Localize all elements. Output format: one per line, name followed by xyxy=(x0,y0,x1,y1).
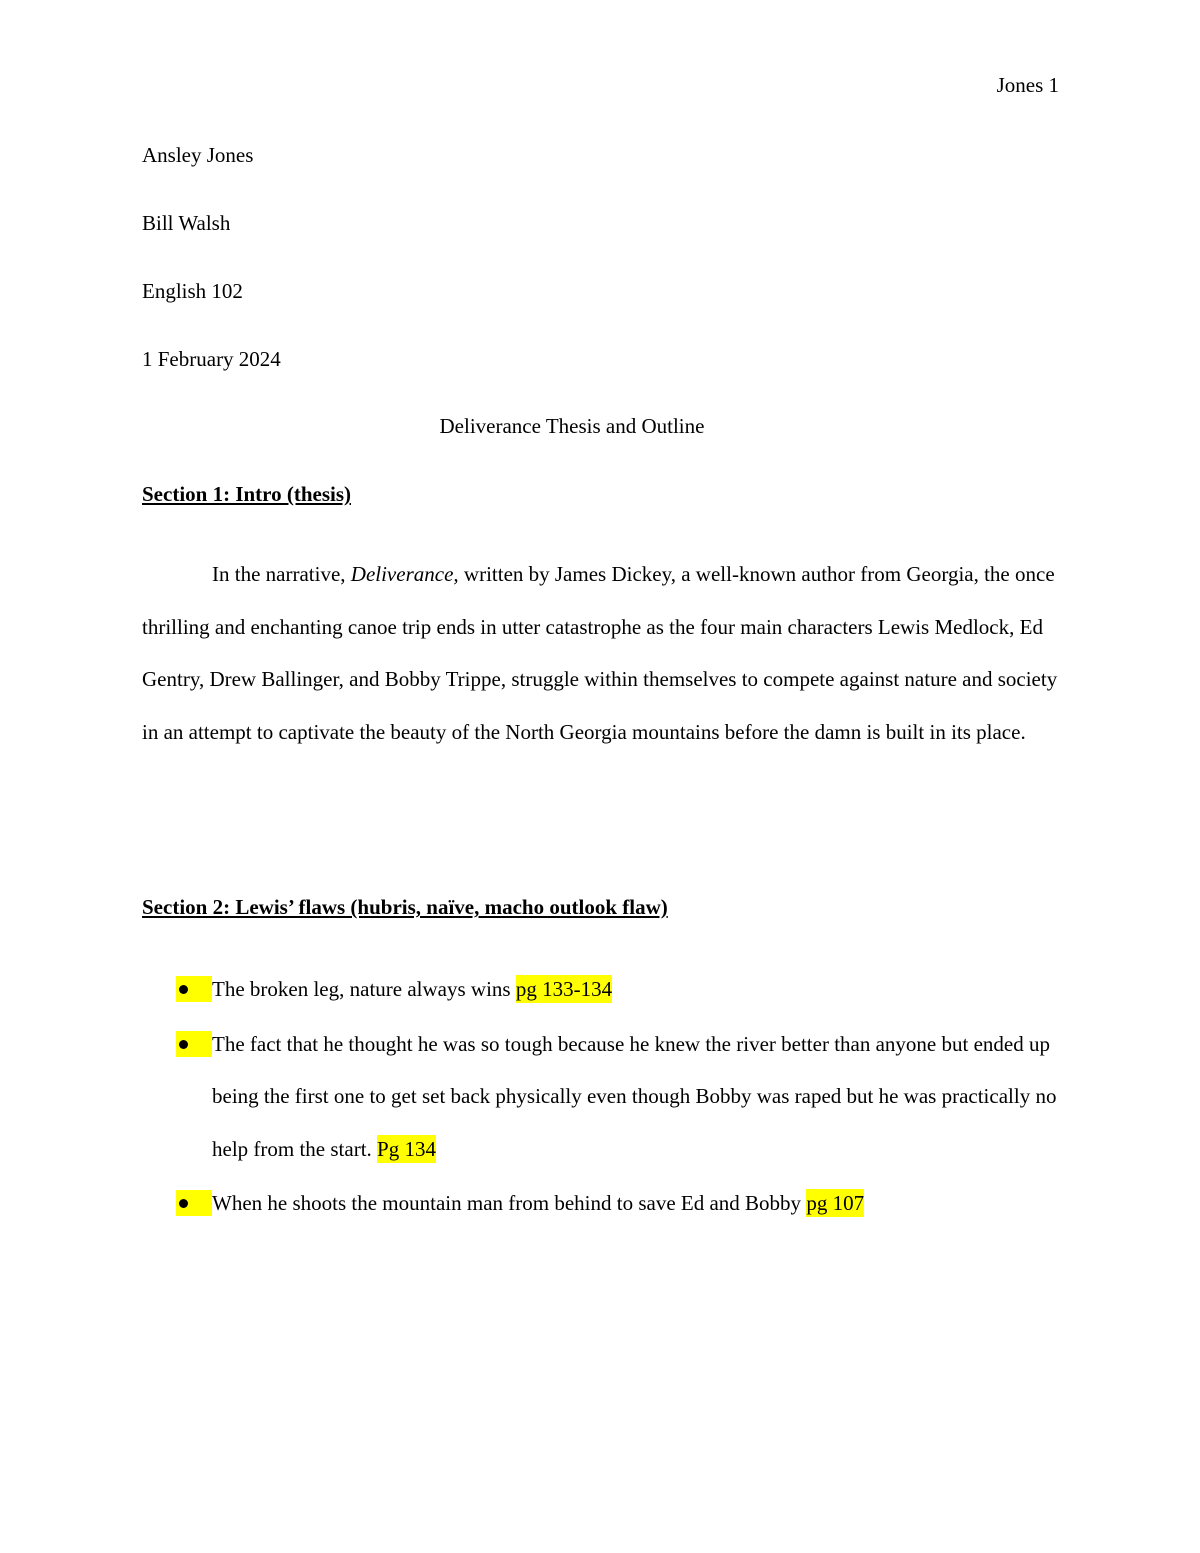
book-title: Deliverance, xyxy=(350,562,459,586)
bullet-icon xyxy=(176,1190,212,1216)
bullet-list xyxy=(142,963,1062,1232)
list-item xyxy=(142,963,1062,1016)
bullet-text: The broken leg, nature always wins xyxy=(212,977,516,1001)
thesis-text-rest: written by James Dickey, a well-known author from Georgia, the once thrilling and enchanting canoe trip ends in utter catastrophe as the four main characters Lewis Medlock, Ed Gentry, Drew Ballinger, and Bobby Trippe, struggle within themselves to compete against nature and society in an attempt to captivate the beauty of the North Georgia mountains before the damn is built in its place. xyxy=(142,562,1058,744)
list-item xyxy=(142,1177,1062,1230)
bullet-icon xyxy=(176,1031,212,1057)
instructor-name: Bill Walsh xyxy=(142,211,231,235)
date: 1 February 2024 xyxy=(142,347,281,371)
document-title: Deliverance Thesis and Outline xyxy=(439,414,705,438)
thesis-paragraph xyxy=(142,548,1062,758)
thesis-text-start: In the narrative, xyxy=(212,562,351,586)
section-1-title: Section 1: Intro (thesis) xyxy=(142,482,352,506)
bullet-icon xyxy=(176,976,212,1002)
section-2-title: Section 2: Lewis’ flaws (hubris, naïve, macho outlook flaw) xyxy=(142,895,668,919)
course-name: English 102 xyxy=(142,279,243,303)
mla-heading xyxy=(142,141,1058,413)
page-citation: pg 107 xyxy=(806,1191,865,1215)
student-name: Ansley Jones xyxy=(142,143,254,167)
list-item xyxy=(142,1018,1062,1176)
bullet-text: The fact that he thought he was so tough because he knew the river better than anyone but ended up being the first one to get set back physically even though Bobby was raped but he was practically no help from the start. xyxy=(212,1031,1057,1161)
running-head: Jones 1 xyxy=(996,73,1059,97)
page-citation: pg 133-134 xyxy=(515,977,613,1001)
bullet-text: When he shoots the mountain man from behind to save Ed and Bobby xyxy=(212,1191,807,1215)
page-citation: Pg 134 xyxy=(377,1136,436,1161)
